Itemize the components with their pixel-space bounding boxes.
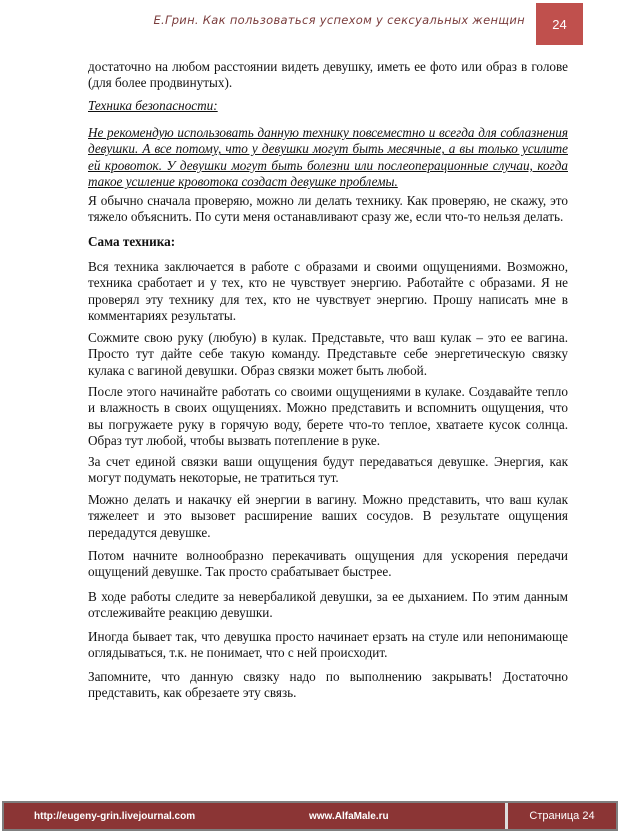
paragraph: Вся техника заключается в работе с образами и своими ощущениями. Возможно, техника сработает и у тех, кто не чувствует энергию. Работайте с образами. Я не проверял эту технику для тех, кто не чувствует энергию. Прошу написать мне в комментариях результаты. bbox=[88, 259, 568, 324]
paragraph: Потом начните волнообразно перекачивать ощущения для ускорения передачи ощущений девушке. Так просто срабатывает быстрее. bbox=[88, 548, 568, 580]
safety-warning: Не рекомендую использовать данную технику повсеместно и всегда для соблазнения девушки. А все потому, что у девушки могут быть месячные, а вы только усилите ей кровоток. У девушки могут быть болезни или послеоперационные случаи, когда такое усиление кровотока создаст девушке проблемы. bbox=[88, 125, 568, 190]
safety-heading: Техника безопасности: bbox=[88, 98, 218, 113]
alfamale-link[interactable]: www.AlfaMale.ru bbox=[309, 810, 389, 822]
page-footer bbox=[2, 801, 618, 831]
technique-heading: Сама техника: bbox=[88, 234, 176, 249]
paragraph: Сожмите свою руку (любую) в кулак. Представьте, что ваш кулак – это ее вагина. Просто тут дайте себе такую команду. Представьте себе энергетическую связку кулака с вагиной девушки. Образ связки может быть любой. bbox=[88, 330, 568, 378]
paragraph: Запомните, что данную связку надо по выполнению закрывать! Достаточно представить, как обрезаете эту связь. bbox=[88, 669, 568, 701]
paragraph: В ходе работы следите за невербаликой девушки, за ее дыханием. По этим данным отслеживайте реакцию девушки. bbox=[88, 589, 568, 621]
footer-page-label: Страница 24 bbox=[529, 810, 595, 822]
livejournal-link[interactable]: http://eugeny-grin.livejournal.com bbox=[34, 810, 196, 822]
running-header-title: Е.Грин. Как пользоваться успехом у сексуальных женщин bbox=[153, 13, 525, 27]
paragraph: достаточно на любом расстоянии видеть девушку, иметь ее фото или образ в голове (для более продвинутых). bbox=[88, 59, 568, 91]
paragraph: За счет единой связки ваши ощущения будут передаваться девушке. Энергия, как могут подумать некоторые, не тратиться тут. bbox=[88, 454, 568, 486]
paragraph: Можно делать и накачку ей энергии в вагину. Можно представить, что ваш кулак тяжелеет и это вызовет расширение ваших сосудов. В результате ощущения передадутся девушке. bbox=[88, 492, 568, 540]
footer-links bbox=[4, 803, 508, 829]
header-page-number: 24 bbox=[536, 3, 583, 45]
paragraph: Иногда бывает так, что девушка просто начинает ерзать на стуле или непонимающе оглядываться, т.к. не понимает, что с ней происходит. bbox=[88, 629, 568, 661]
paragraph: После этого начинайте работать со своими ощущениями в кулаке. Создавайте тепло и влажность в своих ощущениях. Можно представить и вспомнить ощущения, что вы погружаете руку в горячую воду, берете что-то теплое, хватаете кусок солнца. Образ тут любой, чтобы вызвать потепление в руке. bbox=[88, 384, 568, 449]
paragraph: Я обычно сначала проверяю, можно ли делать технику. Как проверяю, не скажу, это тяжело объяснить. По сути меня останавливают сразу же, если что-то нельзя делать. bbox=[88, 193, 568, 225]
